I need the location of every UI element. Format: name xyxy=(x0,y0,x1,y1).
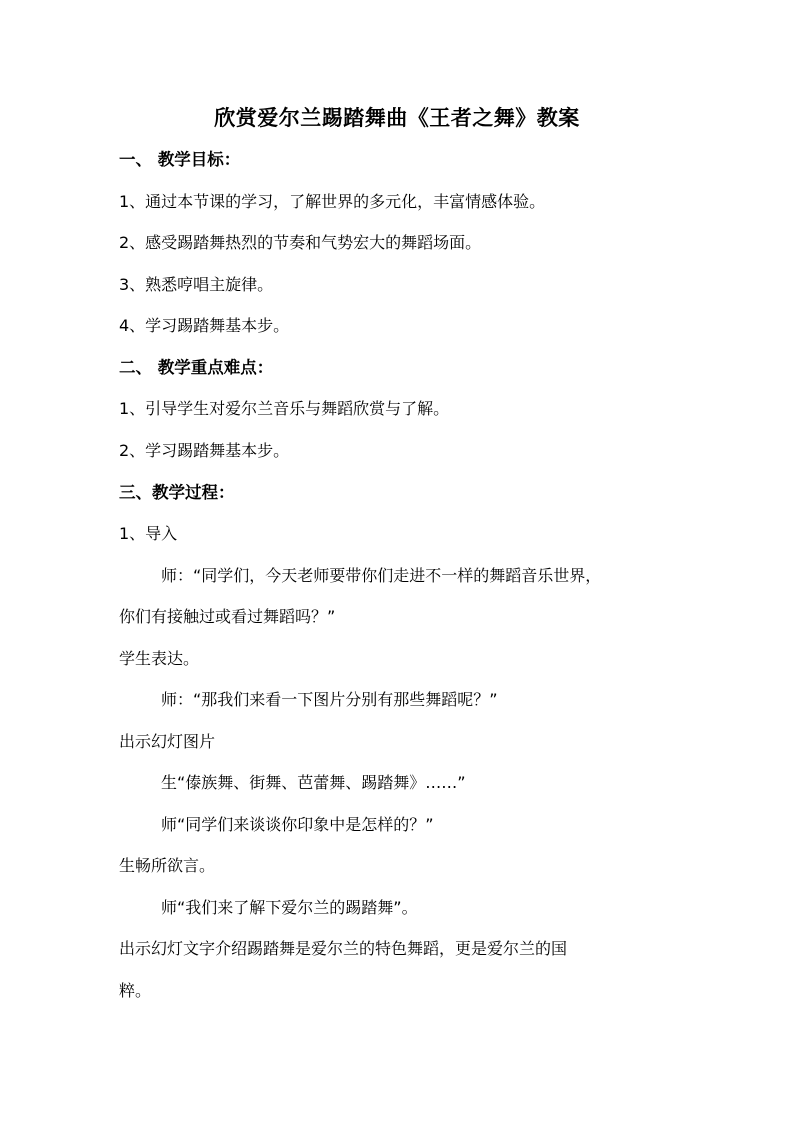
teacher-dialogue-1-cont: 你们有接触过或看过舞蹈吗？” xyxy=(119,607,336,626)
process-step-intro: 1、导入 xyxy=(119,524,178,543)
student-response-3: 生畅所欲言。 xyxy=(119,856,216,875)
show-slides-1: 出示幻灯图片 xyxy=(119,732,216,751)
teacher-dialogue-1: 师：“同学们，今天老师要带你们走进不一样的舞蹈音乐世界， xyxy=(161,566,602,585)
objective-line-4: 4、学习踢踏舞基本步。 xyxy=(119,316,290,335)
objective-line-1: 1、通过本节课的学习，了解世界的多元化，丰富情感体验。 xyxy=(119,192,546,211)
section-heading-process: 三、教学过程： xyxy=(119,483,235,502)
objective-line-2: 2、感受踢踏舞热烈的节奏和气势宏大的舞蹈场面。 xyxy=(119,233,482,252)
student-response-1: 学生表达。 xyxy=(119,649,200,668)
teacher-dialogue-3: 师“同学们来谈谈你印象中是怎样的？” xyxy=(161,815,434,834)
show-slides-2: 出示幻灯文字介绍踢踏舞是爱尔兰的特色舞蹈，更是爱尔兰的国 xyxy=(119,939,568,958)
key-point-line-1: 1、引导学生对爱尔兰音乐与舞蹈欣赏与了解。 xyxy=(119,399,450,418)
student-response-2: 生“傣族舞、街舞、芭蕾舞、踢踏舞》……” xyxy=(161,773,466,792)
section-heading-objectives: 一、 教学目标： xyxy=(119,150,241,169)
teacher-dialogue-4: 师“我们来了解下爱尔兰的踢踏舞”。 xyxy=(161,898,418,917)
document-title: 欣赏爱尔兰踢踏舞曲《王者之舞》教案 xyxy=(214,106,580,130)
teacher-dialogue-2: 师：“那我们来看一下图片分别有那些舞蹈呢？” xyxy=(161,690,498,709)
objective-line-3: 3、熟悉哼唱主旋律。 xyxy=(119,275,274,294)
show-slides-2-cont: 粹。 xyxy=(119,981,152,1000)
section-heading-key-points: 二、 教学重点难点： xyxy=(119,358,274,377)
key-point-line-2: 2、学习踢踏舞基本步。 xyxy=(119,441,290,460)
